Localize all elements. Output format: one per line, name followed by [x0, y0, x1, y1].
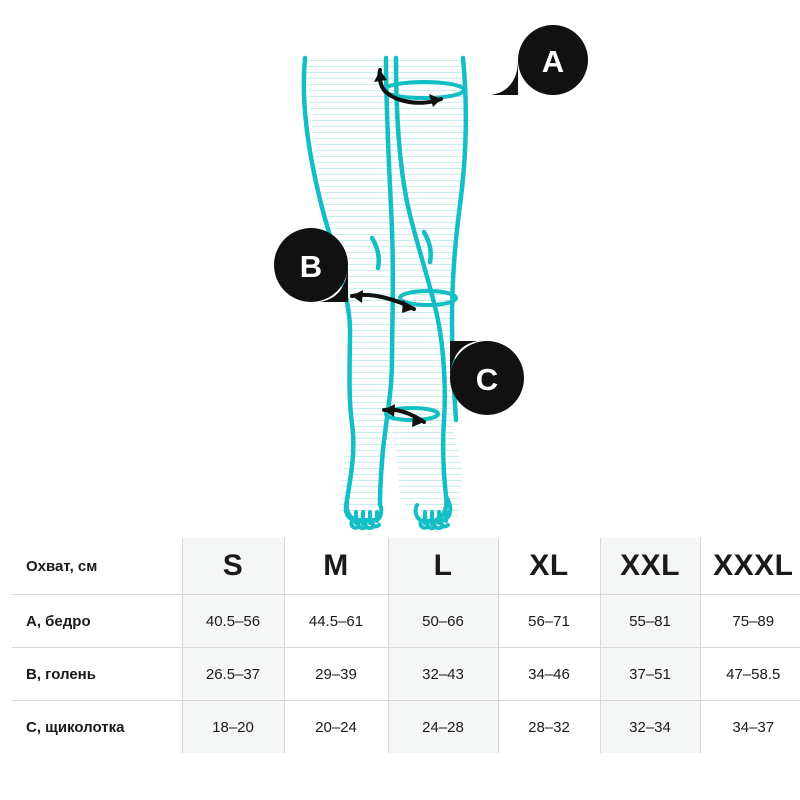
- table-row: [12, 648, 800, 701]
- cell-b-xxxl: 47–58.5: [700, 648, 800, 701]
- cell-c-m: 20–24: [284, 701, 388, 754]
- cell-b-xxl: 37–51: [600, 648, 700, 701]
- marker-c-label: C: [475, 362, 499, 397]
- size-column-xxxl: XXXL: [700, 538, 800, 595]
- cell-a-l: 50–66: [388, 595, 498, 648]
- cell-a-xl: 56–71: [498, 595, 600, 648]
- marker-c: [450, 341, 524, 415]
- cell-b-m: 29–39: [284, 648, 388, 701]
- cell-c-l: 24–28: [388, 701, 498, 754]
- size-table-wrapper: [12, 538, 794, 753]
- cell-c-xxxl: 34–37: [700, 701, 800, 754]
- cell-c-s: 18–20: [182, 701, 284, 754]
- size-column-xl: XL: [498, 538, 600, 595]
- table-header-row: [12, 538, 800, 595]
- cell-a-xxxl: 75–89: [700, 595, 800, 648]
- cell-c-xl: 28–32: [498, 701, 600, 754]
- cell-b-xl: 34–46: [498, 648, 600, 701]
- cell-c-xxl: 32–34: [600, 701, 700, 754]
- row-label-a: A, бедро: [12, 595, 182, 648]
- cell-a-m: 44.5–61: [284, 595, 388, 648]
- cell-a-s: 40.5–56: [182, 595, 284, 648]
- table-row: [12, 701, 800, 754]
- marker-a-label: A: [541, 44, 565, 79]
- row-label-c: C, щиколотка: [12, 701, 182, 754]
- size-column-l: L: [388, 538, 498, 595]
- table-corner-label: Охват, см: [12, 538, 182, 595]
- marker-a: [490, 25, 588, 95]
- cell-a-xxl: 55–81: [600, 595, 700, 648]
- cell-b-s: 26.5–37: [182, 648, 284, 701]
- marker-b: [274, 228, 348, 302]
- row-label-b: B, голень: [12, 648, 182, 701]
- cell-b-l: 32–43: [388, 648, 498, 701]
- table-row: [12, 595, 800, 648]
- marker-b-label: B: [299, 249, 323, 284]
- size-column-m: M: [284, 538, 388, 595]
- size-table: [12, 538, 800, 753]
- size-column-s: S: [182, 538, 284, 595]
- size-column-xxl: XXL: [600, 538, 700, 595]
